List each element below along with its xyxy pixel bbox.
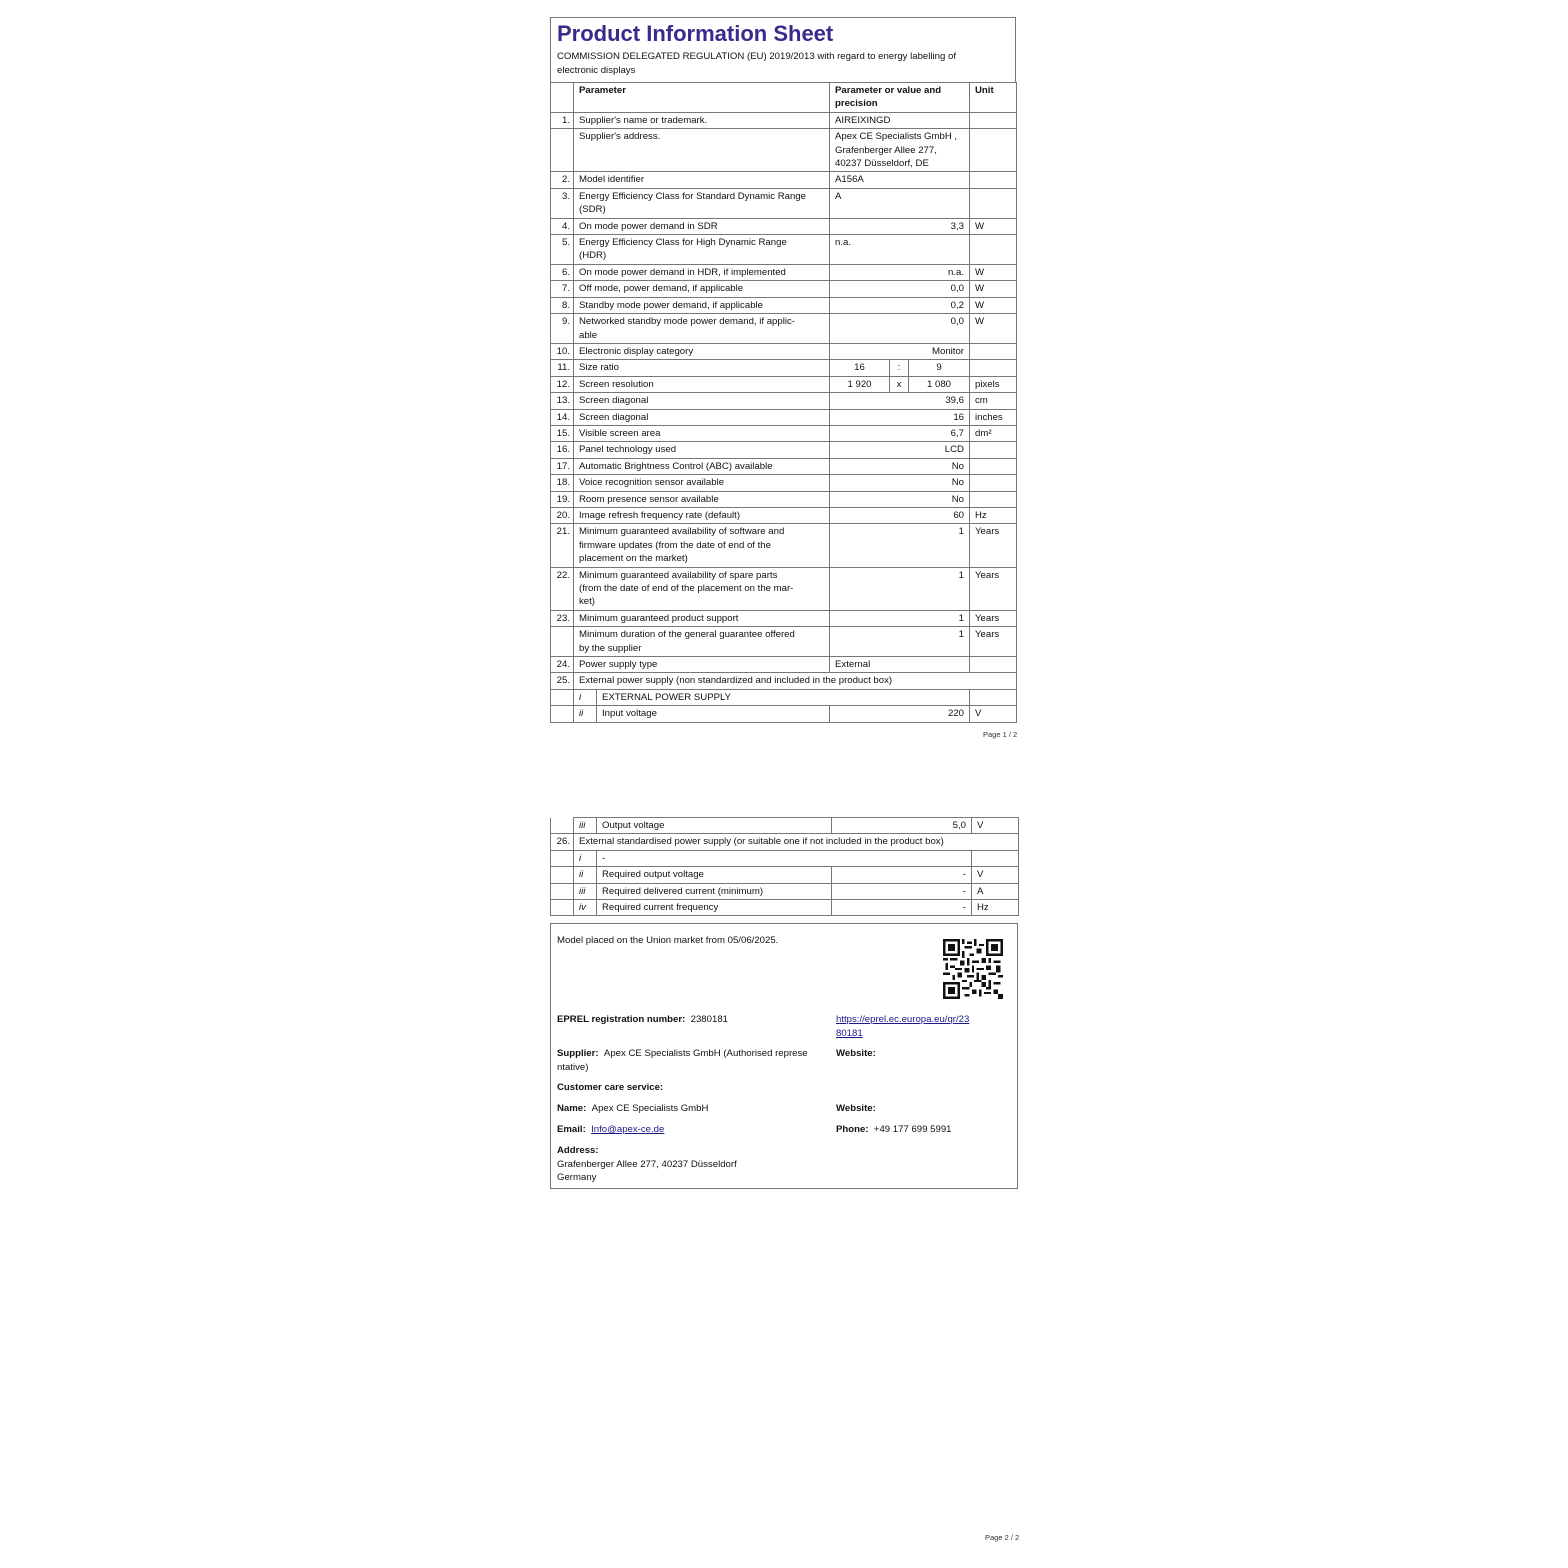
table-row: 22. Minimum guaranteed availability of spare parts (from the date of end of the placement on the mar- ket) 1 Years [551, 567, 1017, 610]
table-row: 20. Image refresh frequency rate (default) 60 Hz [551, 507, 1017, 523]
table-row: i - [551, 850, 1019, 866]
eprel-registration: EPREL registration number: 2380181 [557, 1014, 728, 1025]
customer-care-email: Email: Info@apex-ce.de [557, 1124, 665, 1135]
table-row: iii Required delivered current (minimum) - A [551, 883, 1019, 899]
email-link[interactable]: Info@apex-ce.de [591, 1124, 665, 1135]
market-date-text: Model placed on the Union market from 05/06/2025. [557, 935, 779, 946]
customer-care-heading: Customer care service: [557, 1082, 664, 1093]
regulation-subtitle: COMMISSION DELEGATED REGULATION (EU) 2019/2013 with regard to energy labelling of electronic displays [557, 51, 957, 76]
eprel-link[interactable]: https://eprel.ec.europa.eu/qr/23 80181 [836, 1014, 970, 1039]
table-row: 14. Screen diagonal 16 inches [551, 409, 1017, 425]
table-row: 11. Size ratio 16 : 9 [551, 360, 1017, 376]
table-row: 1. Supplier's name or trademark. AIREIXINGD [551, 112, 1017, 128]
table-row: 13. Screen diagonal 39,6 cm [551, 393, 1017, 409]
table-row: 18. Voice recognition sensor available No [551, 475, 1017, 491]
customer-care-phone: Phone: +49 177 699 5991 [836, 1124, 952, 1135]
table-row: iii Output voltage 5,0 V [551, 818, 1019, 834]
table-row: Supplier's address. Apex CE Specialists GmbH , Grafenberger Allee 277, 40237 Düsseldorf, DE [551, 129, 1017, 172]
table-row: 17. Automatic Brightness Control (ABC) available No [551, 458, 1017, 474]
table-row: 12. Screen resolution 1 920 x 1 080 pixels [551, 376, 1017, 392]
header-parameter: Parameter [574, 83, 830, 113]
table-row: 21. Minimum guaranteed availability of software and firmware updates (from the date of end of the placement on the market) 1 Years [551, 524, 1017, 567]
table-row: 9. Networked standby mode power demand, if applic- able 0,0 W [551, 314, 1017, 344]
table-row: 4. On mode power demand in SDR 3,3 W [551, 218, 1017, 234]
customer-care-address: Address: Grafenberger Allee 277, 40237 Düsseldorf Germany [557, 1145, 737, 1183]
product-sheet-page-2 [550, 817, 1018, 916]
table-row: ii Required output voltage - V [551, 867, 1019, 883]
website-label: Website: [836, 1048, 876, 1059]
table-row: 19. Room presence sensor available No [551, 491, 1017, 507]
table-row: 10. Electronic display category Monitor [551, 343, 1017, 359]
product-sheet-page-1 [550, 17, 1016, 723]
page-title: Product Information Sheet [557, 21, 834, 46]
table-row: 24. Power supply type External [551, 657, 1017, 673]
website-label-2: Website: [836, 1103, 876, 1114]
table-row: iv Required current frequency - Hz [551, 900, 1019, 916]
table-header-row [551, 83, 1017, 113]
supplier-field: Supplier: Apex CE Specialists GmbH (Authorised represe ntative) [557, 1048, 808, 1073]
table-row: 7. Off mode, power demand, if applicable 0,0 W [551, 281, 1017, 297]
table-row: 26. External standardised power supply (or suitable one if not included in the product box) [551, 834, 1019, 850]
page-number-2: Page 2 / 2 [985, 1533, 1020, 1542]
table-row: 8. Standby mode power demand, if applicable 0,2 W [551, 297, 1017, 313]
supplier-info-box [550, 923, 1018, 1189]
table-row: 3. Energy Efficiency Class for Standard Dynamic Range (SDR) A [551, 188, 1017, 218]
table-row: 5. Energy Efficiency Class for High Dynamic Range (HDR) n.a. [551, 235, 1017, 265]
table-row: 15. Visible screen area 6,7 dm² [551, 425, 1017, 441]
table-row: 6. On mode power demand in HDR, if implemented n.a. W [551, 264, 1017, 280]
table-row: 23. Minimum guaranteed product support 1 Years [551, 610, 1017, 626]
customer-care-name: Name: Apex CE Specialists GmbH [557, 1103, 709, 1114]
parameter-table [550, 82, 1017, 723]
header-value: Parameter or value and precision [830, 83, 970, 113]
parameter-table-continued [550, 817, 1019, 916]
table-row: i EXTERNAL POWER SUPPLY [551, 689, 1017, 705]
table-row: ii Input voltage 220 V [551, 706, 1017, 722]
page-number-1: Page 1 / 2 [983, 730, 1018, 739]
sheet-header [550, 17, 1016, 82]
table-row: 16. Panel technology used LCD [551, 442, 1017, 458]
header-unit: Unit [970, 83, 1017, 113]
table-row: 2. Model identifier A156A [551, 172, 1017, 188]
qr-code[interactable] [943, 939, 1003, 999]
table-row: Minimum duration of the general guarantee offered by the supplier 1 Years [551, 627, 1017, 657]
table-row: 25. External power supply (non standardized and included in the product box) [551, 673, 1017, 689]
